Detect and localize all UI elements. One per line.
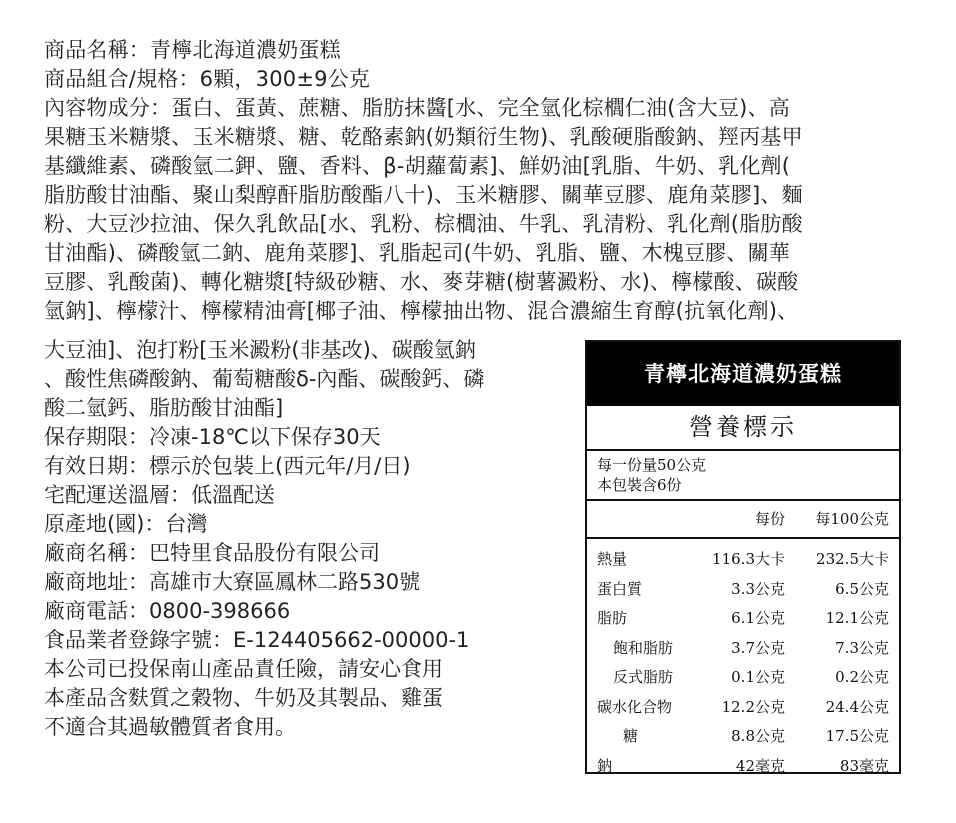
serving-size: 每一份量50公克 [597, 456, 707, 474]
info-line: 果糖玉米糖漿、玉米糖漿、糖、乾酪素鈉(奶類衍生物)、乳酸硬脂酸鈉、羥丙基甲 [44, 125, 803, 149]
nutrient-name: 熱量 [597, 550, 628, 568]
info-line: 本公司已投保南山產品責任險，請安心食用 [44, 657, 443, 681]
info-line: 大豆油]、泡打粉[玉米澱粉(非基改)、碳酸氫鈉 [44, 338, 476, 362]
info-line: 商品名稱：青檸北海道濃奶蛋糕 [44, 38, 341, 62]
info-line: 基纖維素、磷酸氫二鉀、鹽、香料、β-胡蘿蔔素]、鮮奶油[乳脂、牛奶、乳化劑( [44, 154, 791, 178]
info-line: 本產品含麩質之穀物、牛奶及其製品、雞蛋 [44, 686, 443, 710]
value-per-serving: 0.1公克 [731, 668, 785, 686]
value-per-serving: 8.8公克 [731, 727, 785, 745]
info-line: 廠商電話：0800-398666 [44, 599, 291, 623]
nutrition-row [587, 545, 899, 575]
nutrition-row [587, 663, 899, 693]
info-line: 廠商名稱：巴特里食品股份有限公司 [44, 541, 380, 565]
nutrition-row [587, 722, 899, 752]
nutrition-label-title: 營養標示 [587, 406, 899, 451]
nutrient-name: 飽和脂肪 [613, 638, 674, 657]
nutrition-row [587, 752, 899, 782]
nutrition-row [587, 693, 899, 723]
nutrient-name: 鈉 [597, 756, 613, 775]
info-line: 食品業者登錄字號：E-124405662-00000-1 [44, 628, 470, 652]
nutrient-name: 蛋白質 [597, 579, 643, 598]
col-per-100g: 每100公克 [815, 510, 889, 528]
nutrition-row [587, 634, 899, 664]
serving-info [587, 451, 899, 501]
value-per-serving: 3.3公克 [731, 579, 785, 598]
info-line: 粉、大豆沙拉油、保久乳飲品[水、乳粉、棕櫚油、牛乳、乳清粉、乳化劑(脂肪酸 [44, 212, 803, 236]
value-per-serving: 12.2公克 [721, 697, 785, 716]
info-line: 商品組合/規格：6顆，300±9公克 [44, 67, 371, 91]
col-per-serving: 每份 [754, 510, 785, 528]
info-line: 脂肪酸甘油酯、聚山梨醇酐脂肪酸酯八十)、玉米糖膠、關華豆膠、鹿角菜膠]、麵 [44, 183, 803, 207]
product-info-top [44, 36, 924, 326]
value-per-serving: 3.7公克 [731, 638, 785, 657]
info-line: 內容物成分：蛋白、蛋黃、蔗糖、脂肪抹醬[水、完全氫化棕櫚仁油(含大豆)、高 [44, 96, 790, 120]
value-per-100g: 12.1公克 [825, 609, 889, 627]
info-line: 有效日期：標示於包裝上(西元年/月/日) [44, 454, 411, 478]
value-per-100g: 7.3公克 [835, 638, 889, 657]
nutrient-name: 碳水化合物 [597, 697, 673, 716]
value-per-serving: 6.1公克 [731, 609, 785, 627]
nutrient-name: 反式脂肪 [613, 668, 674, 686]
nutrient-name: 脂肪 [597, 609, 628, 627]
value-per-100g: 24.4公克 [825, 697, 889, 716]
info-line: 宅配運送溫層：低溫配送 [44, 483, 275, 507]
servings-per-pack: 本包裝含6份 [597, 476, 682, 494]
info-line: 豆膠、乳酸菌)、轉化糖漿[特級砂糖、水、麥芽糖(樹薯澱粉、水)、檸檬酸、碳酸 [44, 270, 799, 294]
value-per-100g: 0.2公克 [835, 668, 889, 686]
nutrient-name: 糖 [623, 727, 639, 745]
value-per-100g: 232.5大卡 [816, 550, 889, 568]
info-line: 廠商地址：高雄市大寮區鳳林二路530號 [44, 570, 421, 594]
nutrition-row [587, 575, 899, 605]
info-line: 酸二氫鈣、脂肪酸甘油酯] [44, 396, 284, 420]
nutrition-row [587, 604, 899, 634]
value-per-100g: 17.5公克 [825, 727, 889, 745]
product-info-bottom [44, 336, 584, 742]
nutrition-label [585, 340, 901, 774]
info-line: 不適合其過敏體質者食用。 [44, 715, 296, 739]
value-per-100g: 6.5公克 [835, 579, 889, 598]
info-line: 、酸性焦磷酸鈉、葡萄糖酸δ-內酯、碳酸鈣、磷 [44, 367, 485, 391]
value-per-100g: 83毫克 [839, 756, 889, 775]
value-per-serving: 116.3大卡 [712, 550, 785, 568]
nutrition-column-header [587, 501, 899, 539]
nutrition-product-name: 青檸北海道濃奶蛋糕 [587, 342, 899, 406]
value-per-serving: 42毫克 [735, 756, 785, 775]
info-line: 原產地(國)：台灣 [44, 512, 208, 536]
info-line: 保存期限：冷凍-18℃以下保存30天 [44, 425, 381, 449]
info-line: 氫鈉]、檸檬汁、檸檬精油膏[椰子油、檸檬抽出物、混合濃縮生育醇(抗氧化劑)、 [44, 299, 799, 323]
info-line: 甘油酯)、磷酸氫二鈉、鹿角菜膠]、乳脂起司(牛奶、乳脂、鹽、木槐豆膠、關華 [44, 241, 790, 265]
nutrition-rows [587, 539, 899, 781]
